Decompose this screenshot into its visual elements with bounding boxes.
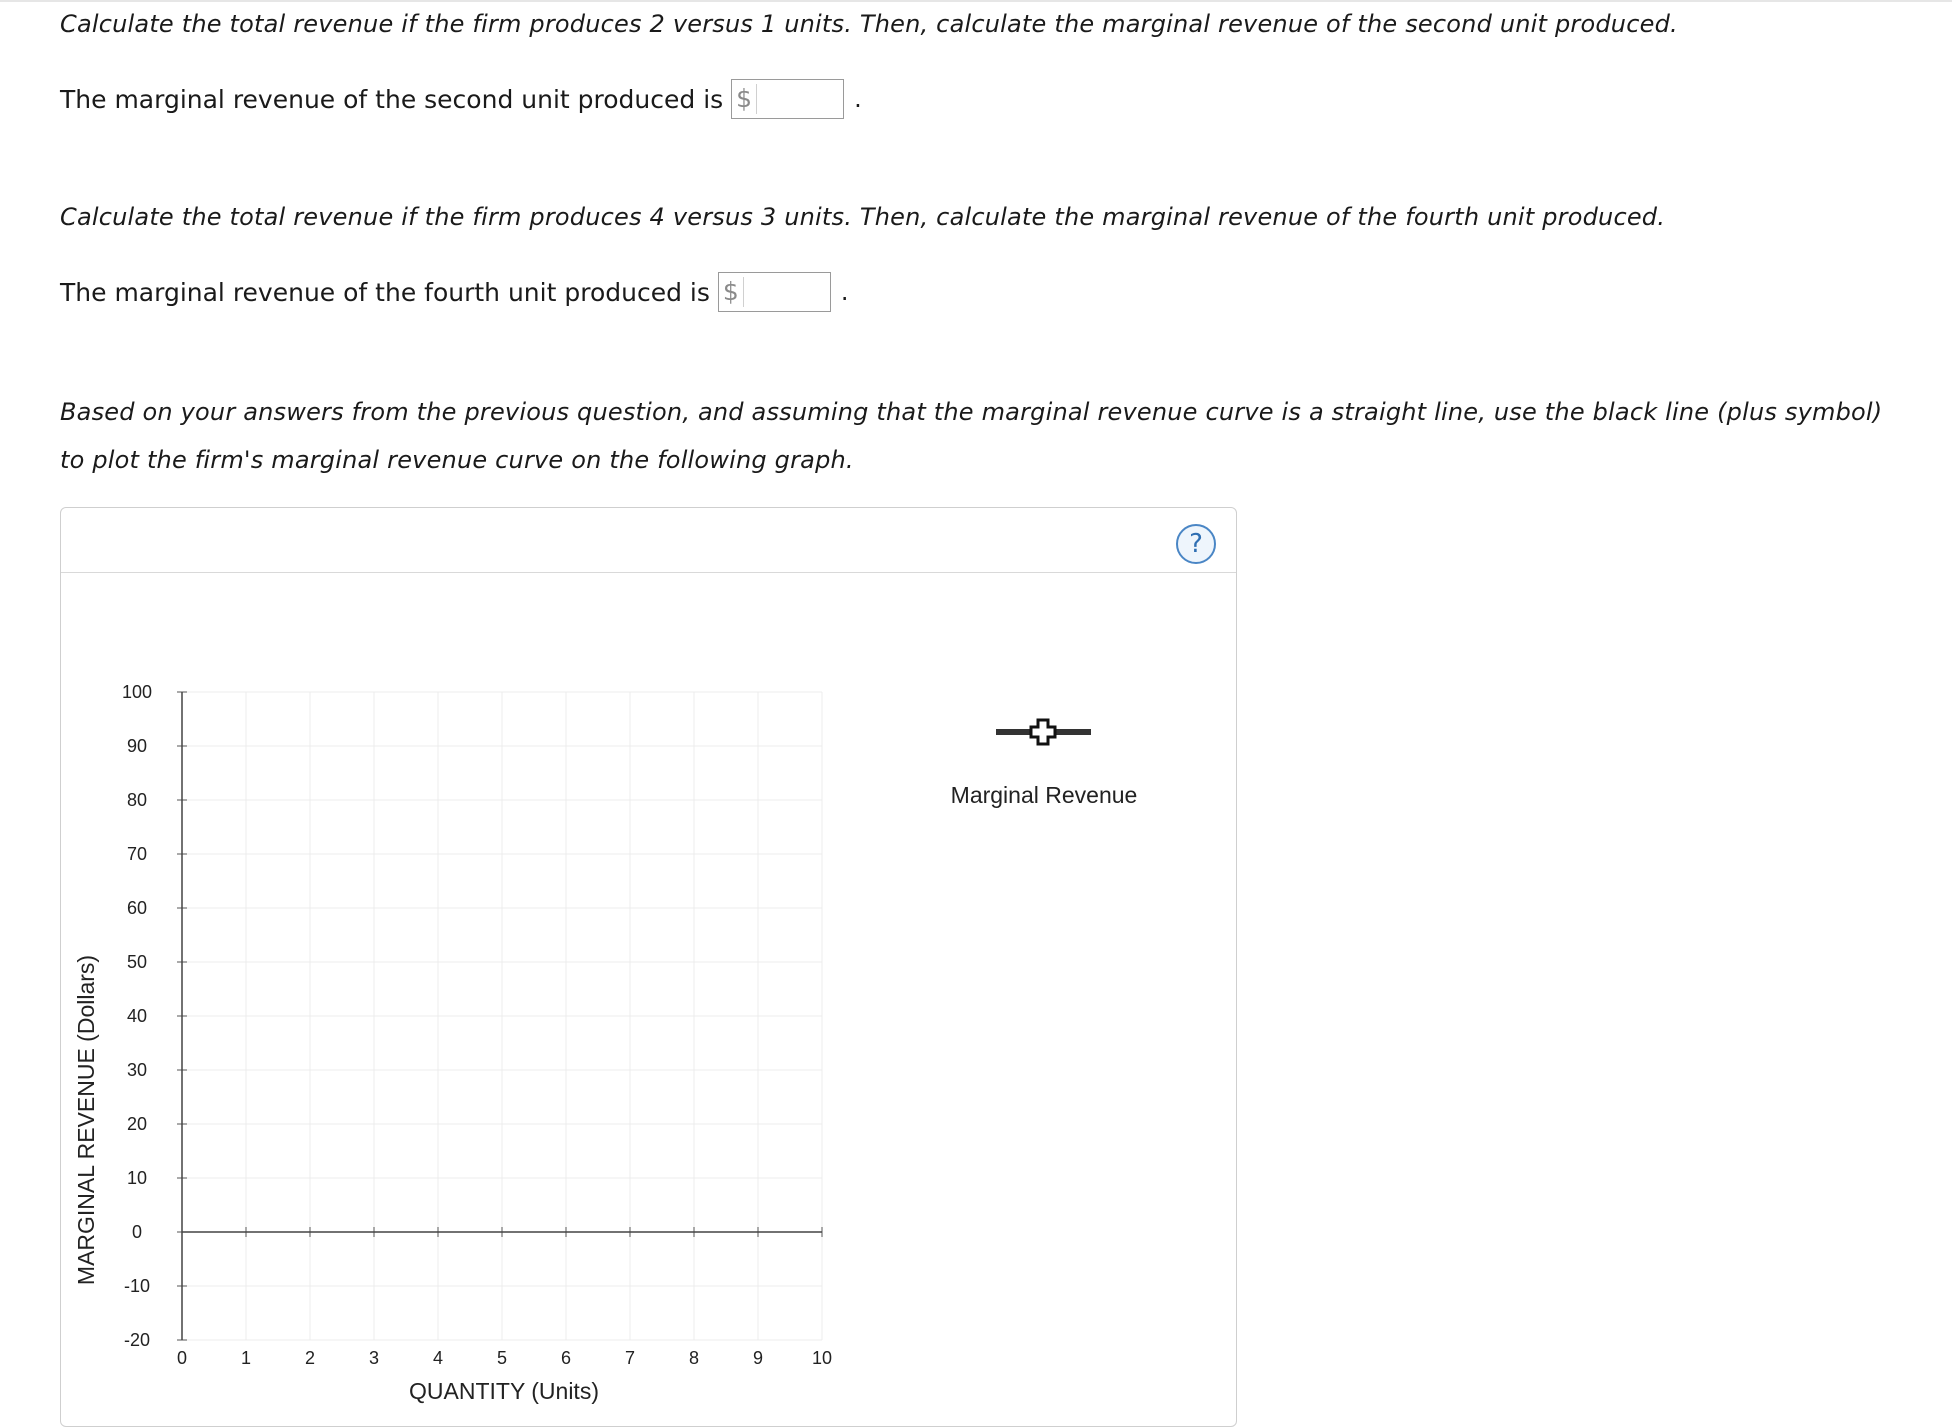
legend-label: Marginal Revenue: [950, 782, 1138, 808]
graph-panel: [60, 507, 1237, 1427]
y-tick-label: -20: [123, 1330, 151, 1350]
y-axis-title: MARGINAL REVENUE (Dollars): [73, 954, 99, 1286]
help-icon[interactable]: ?: [1176, 524, 1216, 564]
y-tick-label: 80: [126, 790, 148, 810]
y-tick-label: 100: [121, 682, 153, 702]
period: .: [854, 85, 862, 113]
y-tick-label: 20: [126, 1114, 148, 1134]
grid: [182, 692, 822, 1340]
x-tick-label: 2: [304, 1348, 316, 1368]
question-2-text: Calculate the total revenue if the firm produces 4 versus 3 units. Then, calculate the marginal revenue of the fourth unit produced.: [60, 203, 1666, 231]
plus-icon[interactable]: [1031, 720, 1055, 744]
y-tick-label: 50: [126, 952, 148, 972]
top-divider: [0, 0, 1952, 2]
y-tick-label: 40: [126, 1006, 148, 1026]
x-tick-label: 7: [624, 1348, 636, 1368]
answer-2-input[interactable]: [744, 274, 818, 310]
question-3-text: Based on your answers from the previous question, and assuming that the marginal revenue curve is a straight line, use the black line (plus symbol) to plot the firm's marginal revenue curve on the following graph.: [60, 398, 1883, 474]
y-tick-label: 60: [126, 898, 148, 918]
marginal-revenue-tool[interactable]: [996, 720, 1091, 744]
x-tick-label: 10: [811, 1348, 833, 1368]
tick-labels: [122, 682, 832, 1368]
answer-1-input[interactable]: [757, 81, 831, 117]
answer-1-field[interactable]: [731, 79, 844, 119]
x-tick-label: 1: [240, 1348, 252, 1368]
answer-2-label: The marginal revenue of the fourth unit produced is: [60, 277, 710, 307]
y-tick-label: 30: [126, 1060, 148, 1080]
answer-2-row: [60, 272, 849, 312]
answer-1-row: [60, 79, 862, 119]
marginal-revenue-graph[interactable]: [61, 508, 1236, 1426]
legend: [951, 720, 1138, 808]
x-tick-label: 9: [752, 1348, 764, 1368]
x-tick-label: 4: [432, 1348, 444, 1368]
question-1-text: Calculate the total revenue if the firm produces 2 versus 1 units. Then, calculate the marginal revenue of the second unit produced.: [60, 10, 1678, 38]
x-axis-title: QUANTITY (Units): [409, 1378, 599, 1404]
y-tick-label: 10: [126, 1168, 148, 1188]
answer-2-field[interactable]: [718, 272, 831, 312]
currency-symbol: $: [719, 277, 744, 307]
x-tick-label: 0: [176, 1348, 188, 1368]
x-tick-label: 8: [688, 1348, 700, 1368]
answer-1-label: The marginal revenue of the second unit produced is: [60, 84, 724, 114]
y-tick-label: 90: [126, 736, 148, 756]
currency-symbol: $: [732, 84, 757, 114]
y-tick-label: -10: [123, 1276, 151, 1296]
y-tick-label: 0: [131, 1222, 143, 1242]
x-tick-label: 6: [560, 1348, 572, 1368]
x-tick-label: 5: [496, 1348, 508, 1368]
period: .: [840, 278, 849, 306]
y-tick-label: 70: [126, 844, 148, 864]
x-tick-label: 3: [368, 1348, 380, 1368]
